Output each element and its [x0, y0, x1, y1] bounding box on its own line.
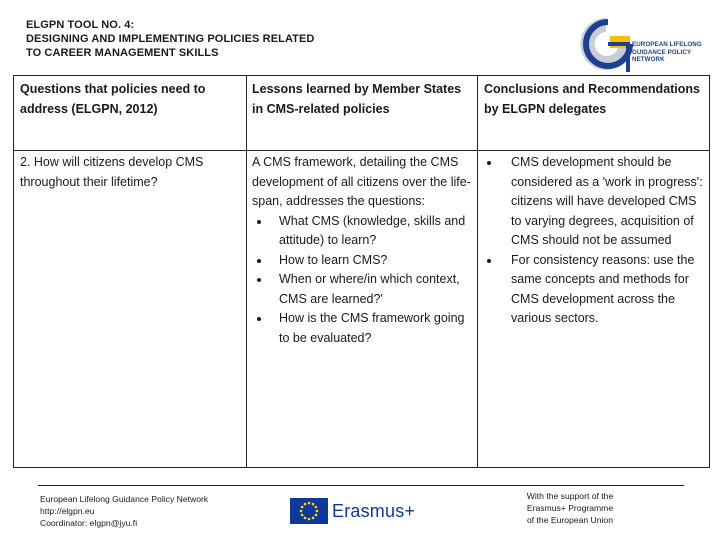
title-line-1: ELGPN TOOL NO. 4:: [26, 19, 135, 31]
footer-website-link[interactable]: http://elgpn.eu: [40, 506, 95, 516]
document-title: [26, 18, 446, 60]
table-cell-lessons: [252, 153, 474, 348]
support-line: Erasmus+ Programme: [526, 503, 614, 513]
list-item-text: For consistency reasons: use the same concepts and methods for CMS development across the various sectors.: [511, 252, 695, 325]
bullet-icon: [257, 278, 261, 282]
title-line-3: TO CAREER MANAGEMENT SKILLS: [26, 47, 219, 59]
list-item-text: What CMS (knowledge, skills and attitude) to learn?: [279, 213, 466, 247]
bullet-icon: [487, 259, 491, 263]
list-item: [480, 251, 708, 329]
list-item: [252, 251, 474, 271]
table-cell-conclusions: [480, 153, 708, 329]
eu-flag-icon: [290, 498, 328, 524]
list-item: [480, 153, 708, 251]
support-line: of the European Union: [526, 515, 613, 525]
list-item: [252, 309, 474, 348]
logo-text-line: GUIDANCE POLICY: [632, 48, 692, 56]
title-line-2: DESIGNING AND IMPLEMENTING POLICIES RELATED: [26, 33, 315, 45]
footer-contact: [40, 493, 208, 529]
list-item: [252, 270, 474, 309]
lessons-intro: A CMS framework, detailing the CMS development of all citizens over the life-span, addresses the questions:: [252, 155, 471, 208]
support-line: With the support of the: [526, 491, 614, 501]
elgpn-logo-text: [632, 41, 700, 64]
elgpn-logo: [578, 14, 702, 76]
conclusions-bullet-list: [480, 153, 708, 329]
erasmus-wordmark: Erasmus+: [332, 501, 416, 521]
list-item-text: When or where/in which context, CMS are learned?': [279, 272, 460, 306]
lessons-bullet-list: [252, 212, 474, 349]
bullet-icon: [257, 259, 261, 263]
bullet-icon: [487, 161, 491, 165]
list-item-text: How to learn CMS?: [279, 252, 388, 267]
logo-text-line: NETWORK: [632, 56, 665, 64]
erasmus-logo: [290, 498, 420, 526]
bullet-icon: [257, 220, 261, 224]
eu-stars-icon: [290, 498, 328, 524]
footer-divider: [38, 485, 684, 486]
list-item-text: CMS development should be considered as a 'work in progress': citizens will have developed CMS to varying degrees, acquisition of CMS should not be assumed: [511, 155, 703, 247]
footer-network-name: European Lifelong Guidance Policy Network: [40, 494, 209, 504]
policy-table: [13, 75, 710, 468]
logo-text-line: EUROPEAN LIFELONG: [632, 41, 702, 48]
list-item-text: How is the CMS framework going to be evaluated?: [279, 311, 465, 345]
table-header-questions: Questions that policies need to address (ELGPN, 2012): [20, 82, 206, 116]
table-column-questions: [14, 76, 247, 467]
table-header-lessons: Lessons learned by Member States in CMS-related policies: [252, 82, 462, 116]
table-header-divider: [14, 150, 709, 151]
table-header-conclusions: Conclusions and Recommendations by ELGPN delegates: [484, 82, 701, 116]
list-item: [252, 212, 474, 251]
table-cell-question: 2. How will citizens develop CMS throughout their lifetime?: [20, 155, 204, 189]
footer-support-note: [510, 490, 630, 526]
bullet-icon: [257, 317, 261, 321]
elgpn-logo-mark-icon: [578, 14, 638, 76]
footer-coordinator: Coordinator: elgpn@jyu.fi: [40, 518, 138, 528]
